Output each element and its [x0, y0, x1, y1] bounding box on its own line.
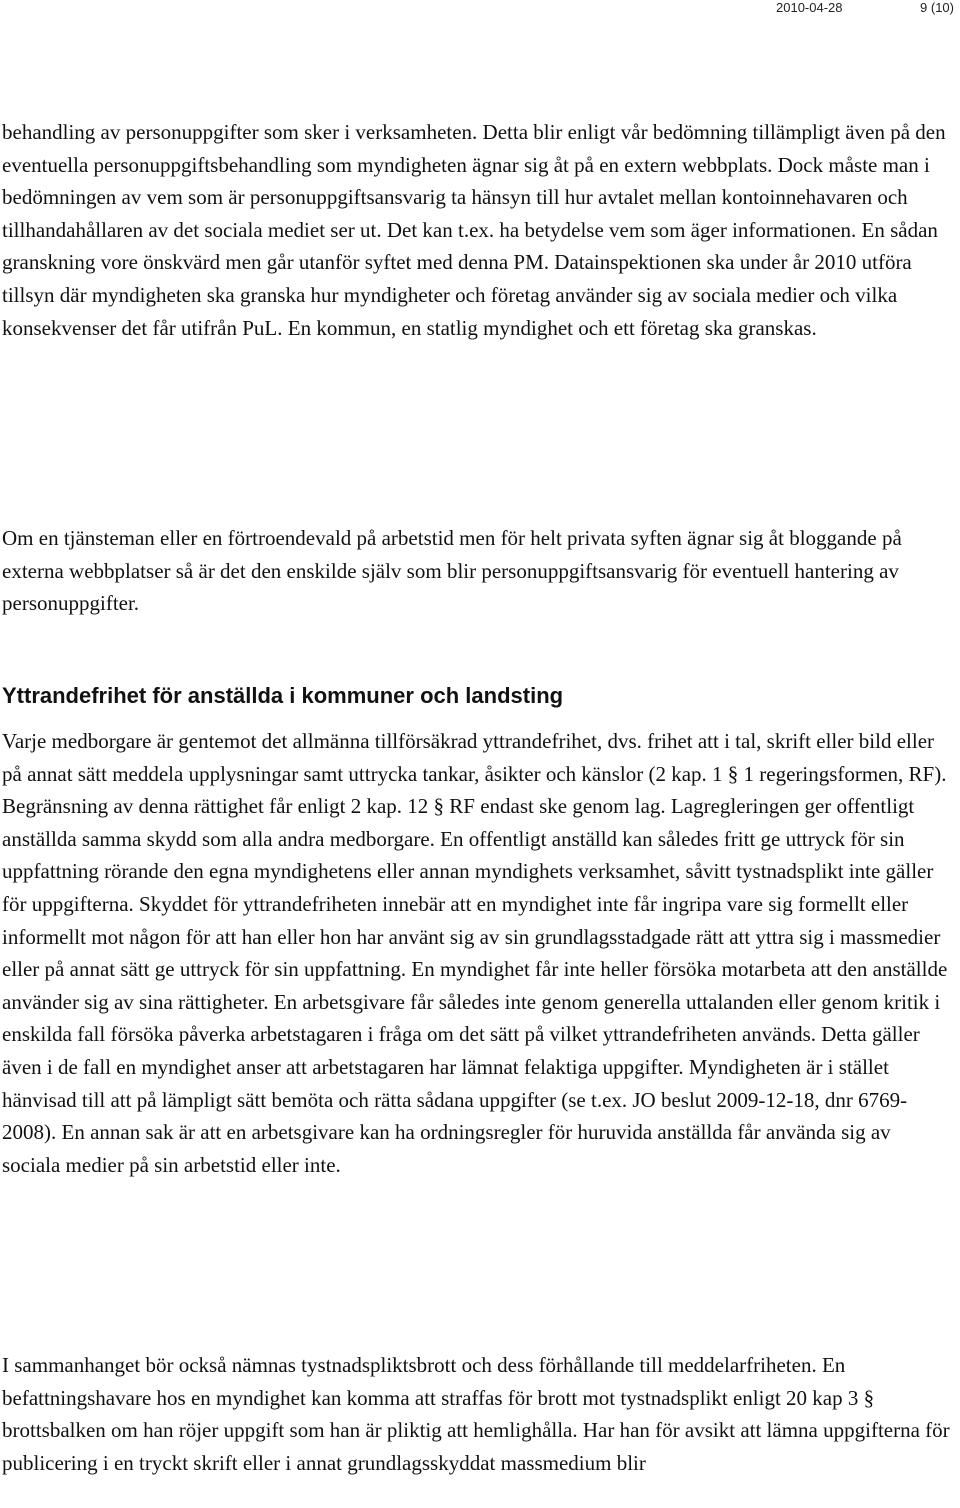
header-date: 2010-04-28 — [776, 0, 843, 15]
body-paragraph-2: Om en tjänsteman eller en förtroendevald på arbetstid men för helt privata syften ägnar sig åt bloggande på externa webbplatser så är det den enskilde själv som blir personuppgiftsansvarig för eventuell hantering av personuppgifter. — [2, 526, 902, 616]
body-paragraph-4: I sammanhanget bör också nämnas tystnadspliktsbrott och dess förhållande till meddelarfriheten. En befattningshavare hos en myndighet kan komma att straffas för brott mot tystnadsplikt enligt 20 kap 3 § brottsbalken om han röjer uppgift som han är pliktig att hemlighålla. Har han för avsikt att lämna uppgifterna för publicering i en tryckt skrift eller i annat grundlagsskyddat massmedium blir — [2, 1353, 950, 1475]
body-paragraph-3: Varje medborgare är gentemot det allmänna tillförsäkrad yttrandefrihet, dvs. frihet att i tal, skrift eller bild eller på annat sätt meddela upplysningar samt uttrycka tankar, åsikter och känslor (2 kap. 1 § 1 regeringsformen, RF). Begränsning av denna rättighet får enligt 2 kap. 12 § RF endast ske genom lag. Lagregleringen ger offentligt anställda samma skydd som alla andra medborgare. En offentligt anställd kan således fritt ge uttryck för sin uppfattning rörande den egna myndighetens eller annan myndighets verksamhet, såvitt tystnadsplikt inte gäller för uppgifterna. Skyddet för yttrandefriheten innebär att en myndighet inte får ingripa vare sig formellt eller informellt mot någon för att han eller hon har använt sig av sin grundlagsstadgade rätt att yttra sig i massmedier eller på annat sätt ge uttryck för sin uppfattning. En myndighet får inte heller försöka motarbeta att den anställde använder sig av sina rättigheter. En arbetsgivare får således inte genom generella uttalanden eller genom kritik i enskilda fall försöka påverka arbetstagaren i fråga om det sätt på vilket yttrandefriheten används. Detta gäller även i de fall en myndighet anser att arbetstagaren har lämnat felaktiga uppgifter. Myndigheten är i stället hänvisad till att på lämpligt sätt bemöta och rätta sådana uppgifter (se t.ex. JO beslut 2009-12-18, dnr 6769-2008). En annan sak är att en arbetsgivare kan ha ordningsregler för huruvida anställda får använda sig av sociala medier på sin arbetstid eller inte. — [2, 729, 948, 1177]
page-header — [0, 0, 960, 20]
page-number: 9 (10) — [920, 0, 954, 15]
section-heading: Yttrandefrihet för anställda i kommuner och landsting — [2, 683, 564, 708]
body-paragraph-1: behandling av personuppgifter som sker i verksamheten. Detta blir enligt vår bedömning tillämpligt även på den eventuella personuppgiftsbehandling som myndigheten ägnar sig åt på en extern webbplats. Dock måste man i bedömningen av vem som är personuppgiftsansvarig ta hänsyn till hur avtalet mellan kontoinnehavaren och tillhandahållaren av det sociala mediet ser ut. Det kan t.ex. ha betydelse vem som äger informationen. En sådan granskning vore önskvärd men går utanför syftet med denna PM. Datainspektionen ska under år 2010 utföra tillsyn där myndigheten ska granska hur myndigheter och företag använder sig av sociala medier och vilka konsekvenser det får utifrån PuL. En kommun, en statlig myndighet och ett företag ska granskas. — [2, 120, 946, 340]
